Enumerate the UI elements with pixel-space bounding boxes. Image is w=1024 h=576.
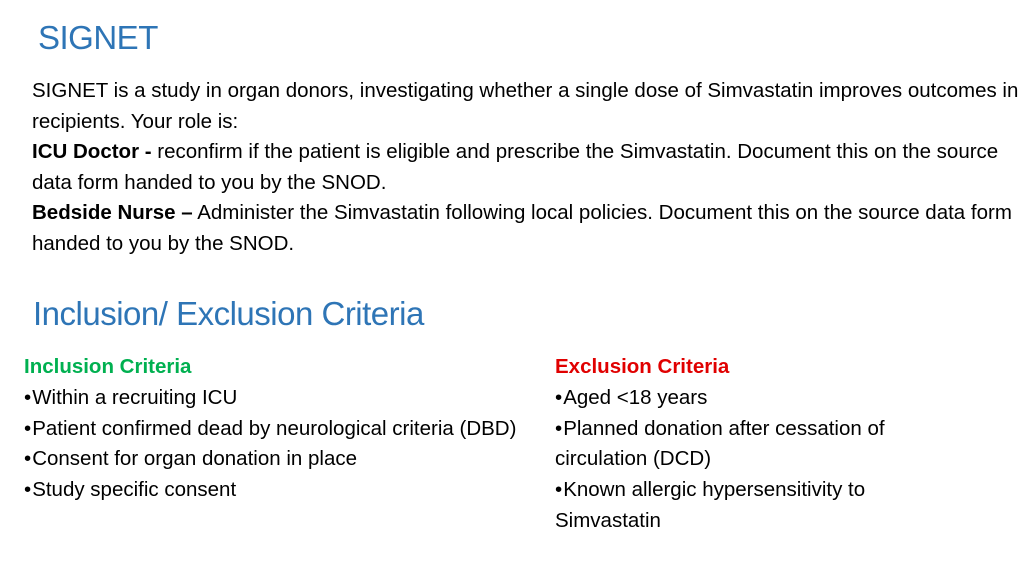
list-item — [24, 444, 534, 475]
exclusion-item-text: Known allergic hypersensitivity to Simvastatin — [555, 478, 866, 532]
intro-block — [32, 76, 1022, 259]
exclusion-column — [555, 352, 955, 537]
intro-lead: SIGNET is a study in organ donors, investigating whether a single dose of Simvastatin improves outcomes in recipients. Your role is: — [32, 79, 1019, 133]
list-item — [555, 414, 955, 476]
exclusion-item-text: Aged <18 years — [563, 385, 708, 409]
bullet-icon: • — [24, 447, 32, 471]
inclusion-item-text: Within a recruiting ICU — [32, 385, 238, 409]
inclusion-item-text: Patient confirmed dead by neurological criteria (DBD) — [32, 416, 517, 440]
list-item — [555, 383, 955, 414]
exclusion-list — [555, 383, 955, 537]
inclusion-list — [24, 383, 534, 506]
bullet-icon: • — [24, 385, 32, 409]
bullet-icon: • — [555, 416, 563, 440]
inclusion-item-text: Study specific consent — [32, 478, 237, 502]
bullet-icon: • — [555, 478, 563, 502]
bullet-icon: • — [24, 478, 32, 502]
list-item — [555, 475, 955, 537]
exclusion-heading: Exclusion Criteria — [555, 355, 730, 378]
inclusion-heading: Inclusion Criteria — [24, 355, 192, 378]
exclusion-item-text: Planned donation after cessation of circulation (DCD) — [555, 416, 885, 471]
role-label-icu-doctor: ICU Doctor - — [32, 140, 152, 163]
role-label-bedside-nurse: Bedside Nurse – — [32, 201, 193, 224]
list-item — [24, 383, 534, 414]
bullet-icon: • — [555, 385, 563, 409]
role-text-icu-doctor: reconfirm if the patient is eligible and prescribe the Simvastatin. Document this on the source data form handed to you by the SNOD. — [32, 140, 999, 194]
criteria-title: Inclusion/ Exclusion Criteria — [33, 295, 424, 332]
role-bedside-nurse — [32, 198, 1022, 259]
role-text-bedside-nurse: Administer the Simvastatin following local policies. Document this on the source data form handed to you by the SNOD. — [32, 201, 1012, 255]
slide-title: SIGNET — [38, 19, 158, 56]
list-item — [24, 475, 534, 506]
list-item — [24, 414, 534, 445]
inclusion-item-text: Consent for organ donation in place — [32, 447, 357, 471]
bullet-icon: • — [24, 416, 32, 440]
inclusion-column — [24, 352, 534, 506]
role-icu-doctor — [32, 137, 1022, 198]
